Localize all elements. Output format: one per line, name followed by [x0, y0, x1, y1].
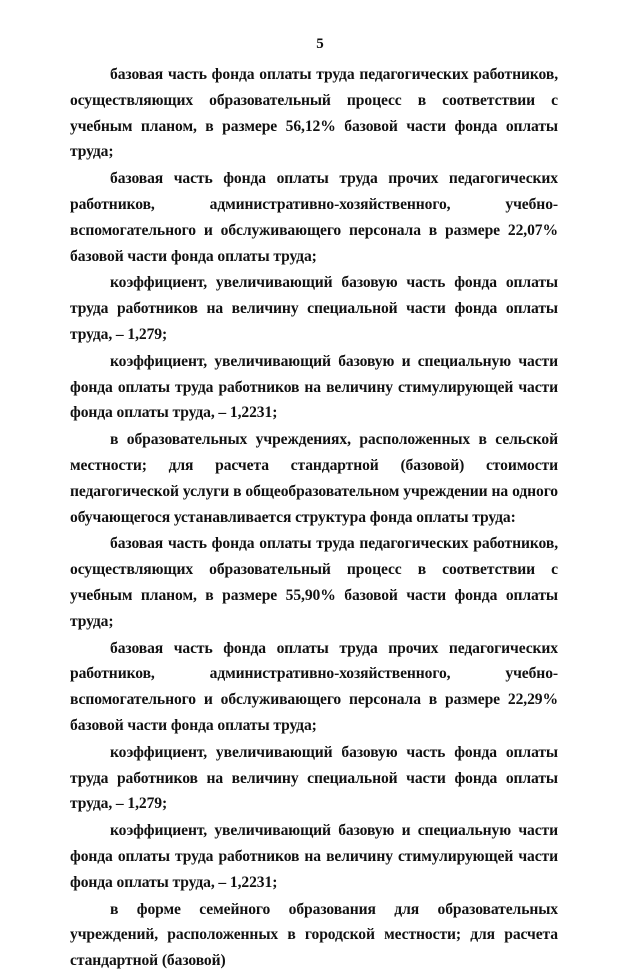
document-body — [70, 62, 558, 975]
paragraph: коэффициент, увеличивающий базовую часть фонда оплаты труда работников на величину специальной части фонда оплаты труда, – 1,279; — [70, 743, 558, 813]
paragraph: базовая часть фонда оплаты труда прочих педагогических работников, административно-хозяйственного, учебно-вспомогательного и обслуживающего персонала в размере 22,29% базовой части фонда оплаты труда; — [70, 639, 558, 734]
paragraph: коэффициент, увеличивающий базовую часть фонда оплаты труда работников на величину специальной части фонда оплаты труда, – 1,279; — [70, 274, 558, 343]
paragraph: в форме семейного образования для образовательных учреждений, расположенных в городской местности; для расчета стандартной (базовой) — [70, 900, 558, 970]
paragraph: базовая часть фонда оплаты труда педагогических работников, осуществляющих образовательный процесс в соответствии с учебным планом, в размере 55,90% базовой части фонда оплаты труда; — [70, 535, 558, 630]
paragraph: в образовательных учреждениях, расположенных в сельской местности; для расчета стандартной (базовой) стоимости педагогической услуги в общеобразовательном учреждении на одного обучающегося устанавливается структура фонда оплаты труда: — [70, 431, 558, 526]
paragraph: базовая часть фонда оплаты труда педагогических работников, осуществляющих образовательный процесс в соответствии с учебным планом, в размере 56,12% базовой части фонда оплаты труда; — [70, 66, 558, 161]
page-number: 5 — [316, 36, 324, 52]
paragraph: базовая часть фонда оплаты труда прочих педагогических работников, административно-хозяйственного, учебно-вспомогательного и обслуживающего персонала в размере 22,07% базовой части фонда оплаты труда; — [70, 170, 558, 265]
paragraph: коэффициент, увеличивающий базовую и специальную части фонда оплаты труда работников на величину стимулирующей части фонда оплаты труда, – 1,2231; — [70, 352, 558, 422]
paragraph: коэффициент, увеличивающий базовую и специальную части фонда оплаты труда работников на величину стимулирующей части фонда оплаты труда, – 1,2231; — [70, 822, 558, 891]
